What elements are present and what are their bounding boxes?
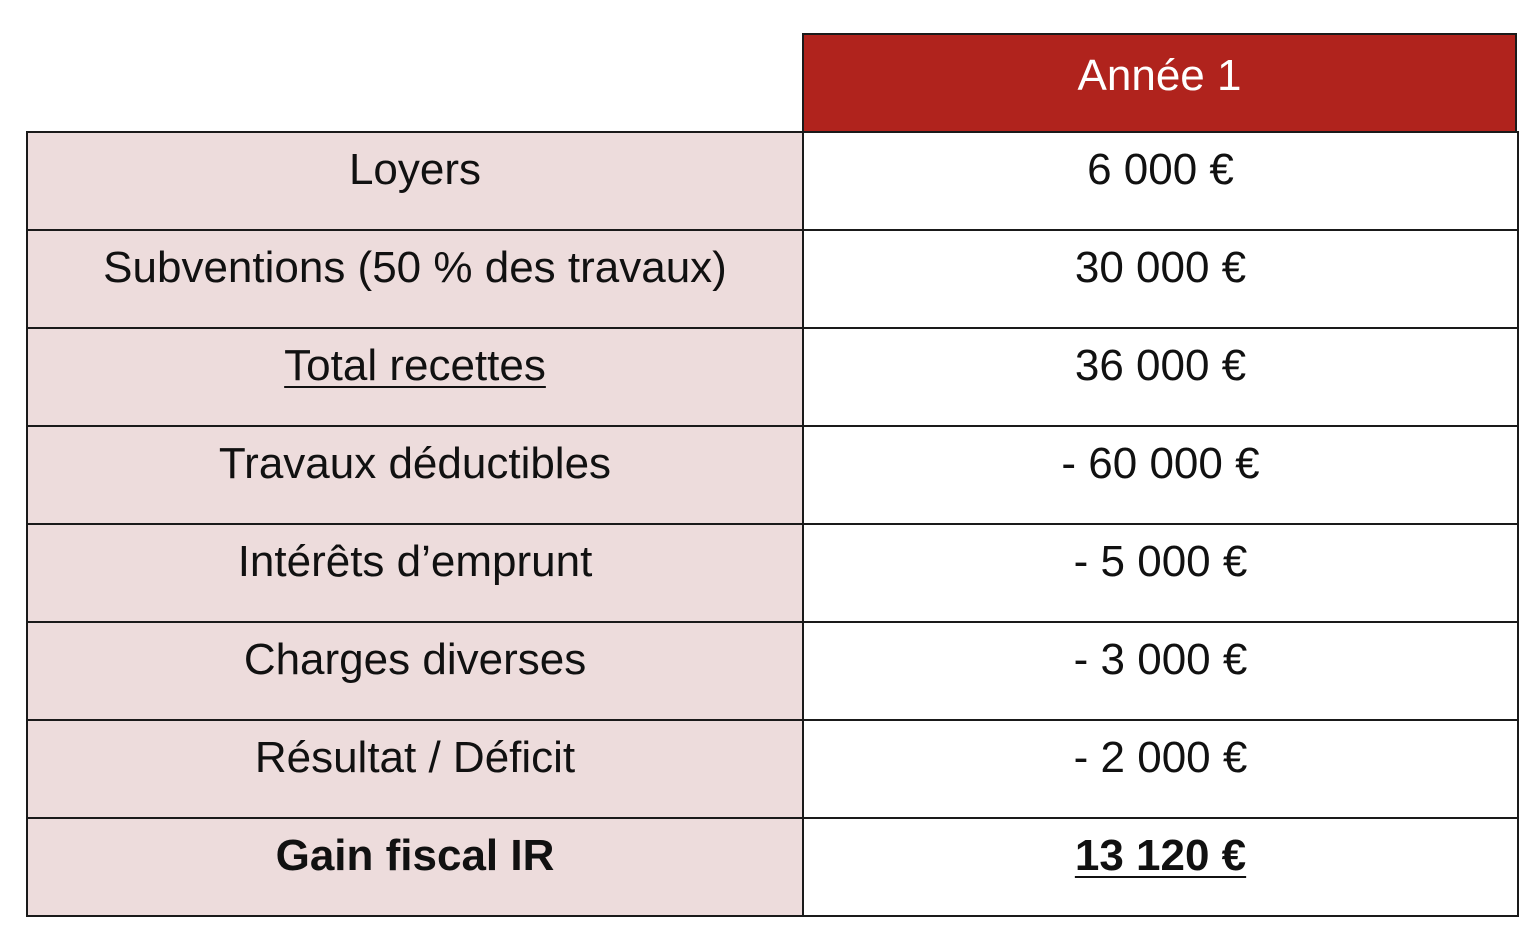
table-row-travaux-deductibles xyxy=(27,426,1518,524)
row-value-resultat-deficit: - 2 000 € xyxy=(1073,733,1248,782)
row-label-cell xyxy=(27,720,803,818)
row-label-interets-emprunt: Intérêts d’emprunt xyxy=(237,537,593,586)
row-label-total-recettes: Total recettes xyxy=(284,341,546,390)
row-value-cell xyxy=(803,426,1518,524)
year-header-cell xyxy=(802,33,1517,133)
row-value-cell xyxy=(803,524,1518,622)
row-label-cell xyxy=(27,132,803,230)
table-row-loyers xyxy=(27,132,1518,230)
table-row-subventions xyxy=(27,230,1518,328)
row-label-travaux-deductibles: Travaux déductibles xyxy=(218,439,612,488)
row-value-cell xyxy=(803,622,1518,720)
row-value-cell xyxy=(803,132,1518,230)
row-label-cell xyxy=(27,818,803,916)
row-value-charges-diverses: - 3 000 € xyxy=(1073,635,1248,684)
row-value-interets-emprunt: - 5 000 € xyxy=(1073,537,1248,586)
row-label-cell xyxy=(27,230,803,328)
table-row-total-recettes xyxy=(27,328,1518,426)
row-label-cell xyxy=(27,328,803,426)
row-value-loyers: 6 000 € xyxy=(1087,145,1234,194)
row-label-cell xyxy=(27,524,803,622)
row-value-cell xyxy=(803,818,1518,916)
row-label-loyers: Loyers xyxy=(348,145,482,194)
row-value-gain-fiscal: 13 120 € xyxy=(1074,831,1247,880)
table-row-charges-diverses xyxy=(27,622,1518,720)
table-row-gain-fiscal xyxy=(27,818,1518,916)
year-header-label: Année 1 xyxy=(1077,51,1242,100)
table-row-interets-emprunt xyxy=(27,524,1518,622)
row-label-resultat-deficit: Résultat / Déficit xyxy=(254,733,576,782)
row-value-travaux-deductibles: - 60 000 € xyxy=(1061,439,1260,488)
table-row-resultat-deficit xyxy=(27,720,1518,818)
row-value-subventions: 30 000 € xyxy=(1074,243,1247,292)
row-label-cell xyxy=(27,622,803,720)
row-value-cell xyxy=(803,230,1518,328)
row-value-total-recettes: 36 000 € xyxy=(1074,341,1247,390)
financial-table xyxy=(26,131,1519,917)
row-label-charges-diverses: Charges diverses xyxy=(243,635,587,684)
row-label-subventions: Subventions (50 % des travaux) xyxy=(103,243,727,292)
row-label-cell xyxy=(27,426,803,524)
row-label-gain-fiscal: Gain fiscal IR xyxy=(275,831,555,880)
row-value-cell xyxy=(803,328,1518,426)
row-value-cell xyxy=(803,720,1518,818)
